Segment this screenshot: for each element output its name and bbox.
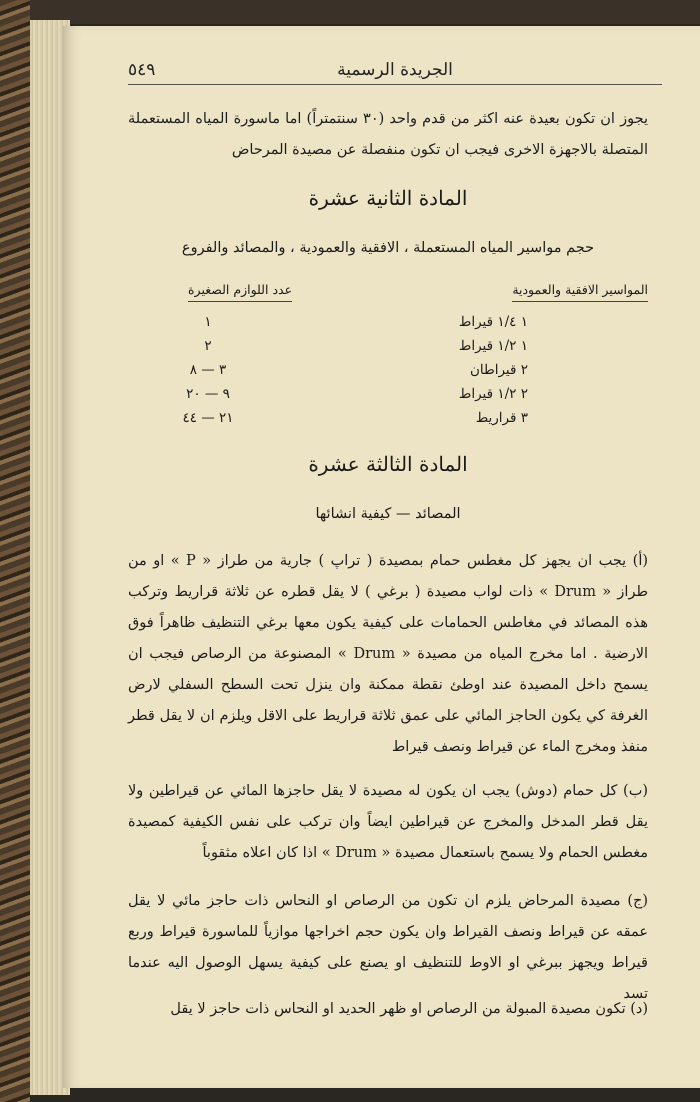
col-header-fixtures: عدد اللوازم الصغيرة bbox=[188, 282, 292, 302]
article-12-subtitle: حجم مواسير المياه المستعملة ، الافقية والعمودية ، والمصائد والفروع bbox=[181, 240, 595, 256]
clause-text: كل حمام (دوش) يجب ان يكون له مصيدة لا يقل حاجزها المائي عن قيراطين ولا يقل قطر المدخل والمخرج عن قيراطين ايضاً وان تركب على نفس الكيفية كمصيدة مغطس الحمام ولا يسمح باستعمال مصيدة « Drum » اذا كان اعلاه مثقوباً bbox=[128, 783, 648, 861]
page-header bbox=[128, 60, 662, 85]
clause-c bbox=[128, 886, 648, 1010]
document-page bbox=[62, 26, 700, 1088]
fixture-count: ٣ — ٨ bbox=[189, 362, 227, 378]
table-row bbox=[128, 314, 648, 338]
pipe-size: ١ ١/٢ قيراط bbox=[458, 338, 528, 354]
intro-paragraph: يجوز ان تكون بعيدة عنه اكثر من قدم واحد (٣٠ سنتمتراً) اما ماسورة المياه المستعملة المتصلة بالاجهزة الاخرى فيجب ان تكون منفصلة عن مصيدة المرحاض bbox=[128, 111, 648, 158]
page-number: ٥٤٩ bbox=[128, 60, 156, 80]
table-row bbox=[128, 410, 648, 434]
clause-text: يجب ان يجهز كل مغطس حمام بمصيدة ( تراپ ) جارية من طراز « P » او من طراز « Drum » ذات لواب مصيدة ( برغي ) لا يقل قطره عن ثلاثة قراريط وتركب هذه المصائد في مغاطس الحمامات على كيفية يكون معها برغي التنظيف ظاهراً فوق الارضية . اما مخرج المياه من مصيدة « Drum » المصنوعة من الرصاص فيجب ان يسمح داخل المصيدة عند اوطئ نقطة ممكنة وان ينزل تحت السطح السفلي لارض الغرفة كي يكون الحاجز المائي على عمق ثلاثة قراريط على الاقل ويلزم ان لا يقل قطر منفذ ومخرج الماء عن قيراط ونصف قيراط bbox=[128, 553, 649, 755]
col-header-pipes: المواسير الافقية والعمودية bbox=[512, 282, 648, 302]
clause-label: (ب) bbox=[623, 783, 648, 799]
pipe-size: ٣ قراريط bbox=[475, 410, 528, 426]
clause-text: تكون مصيدة المبولة من الرصاص او ظهر الحديد او النحاس ذات حاجز لا يقل bbox=[170, 1001, 626, 1017]
clause-label: (أ) bbox=[632, 553, 649, 569]
article-13-subtitle: المصائد — كيفية انشائها bbox=[315, 506, 461, 522]
book-binding-top bbox=[0, 0, 700, 24]
pipe-size-table bbox=[128, 282, 648, 462]
clause-text: مصيدة المرحاض يلزم ان تكون من الرصاص او النحاس ذات حاجز مائي لا يقل عمقه عن قيراط ونصف القيراط وان يكون حجم اخراجها موازياً للماسورة قيراط وربع قيراط ويجهز ببرغي او الاوط للتنظيف او يصنع على كيفية يسهل الوصول اليه عندما تسد bbox=[128, 893, 648, 1002]
article-12-title: المادة الثانية عشرة bbox=[308, 186, 468, 210]
pipe-size: ١ ١/٤ قيراط bbox=[458, 314, 528, 330]
article-13-title: المادة الثالثة عشرة bbox=[308, 452, 468, 476]
fixture-count: ٩ — ٢٠ bbox=[186, 386, 230, 402]
table-row bbox=[128, 386, 648, 410]
book-cover-edge bbox=[0, 0, 30, 1102]
pipe-size: ٢ ١/٢ قيراط bbox=[458, 386, 528, 402]
clause-label: (ج) bbox=[627, 893, 648, 909]
pipe-size: ٢ قيراطان bbox=[469, 362, 528, 378]
clause-b bbox=[128, 776, 648, 869]
table-row bbox=[128, 338, 648, 362]
fixture-count: ٢١ — ٤٤ bbox=[182, 410, 234, 426]
running-title: الجريدة الرسمية bbox=[337, 60, 453, 80]
fixture-count: ١ bbox=[204, 314, 212, 330]
clause-d bbox=[128, 994, 648, 1025]
clause-label: (د) bbox=[630, 1001, 648, 1017]
fixture-count: ٢ bbox=[204, 338, 212, 354]
clause-a bbox=[128, 546, 648, 763]
table-row bbox=[128, 362, 648, 386]
